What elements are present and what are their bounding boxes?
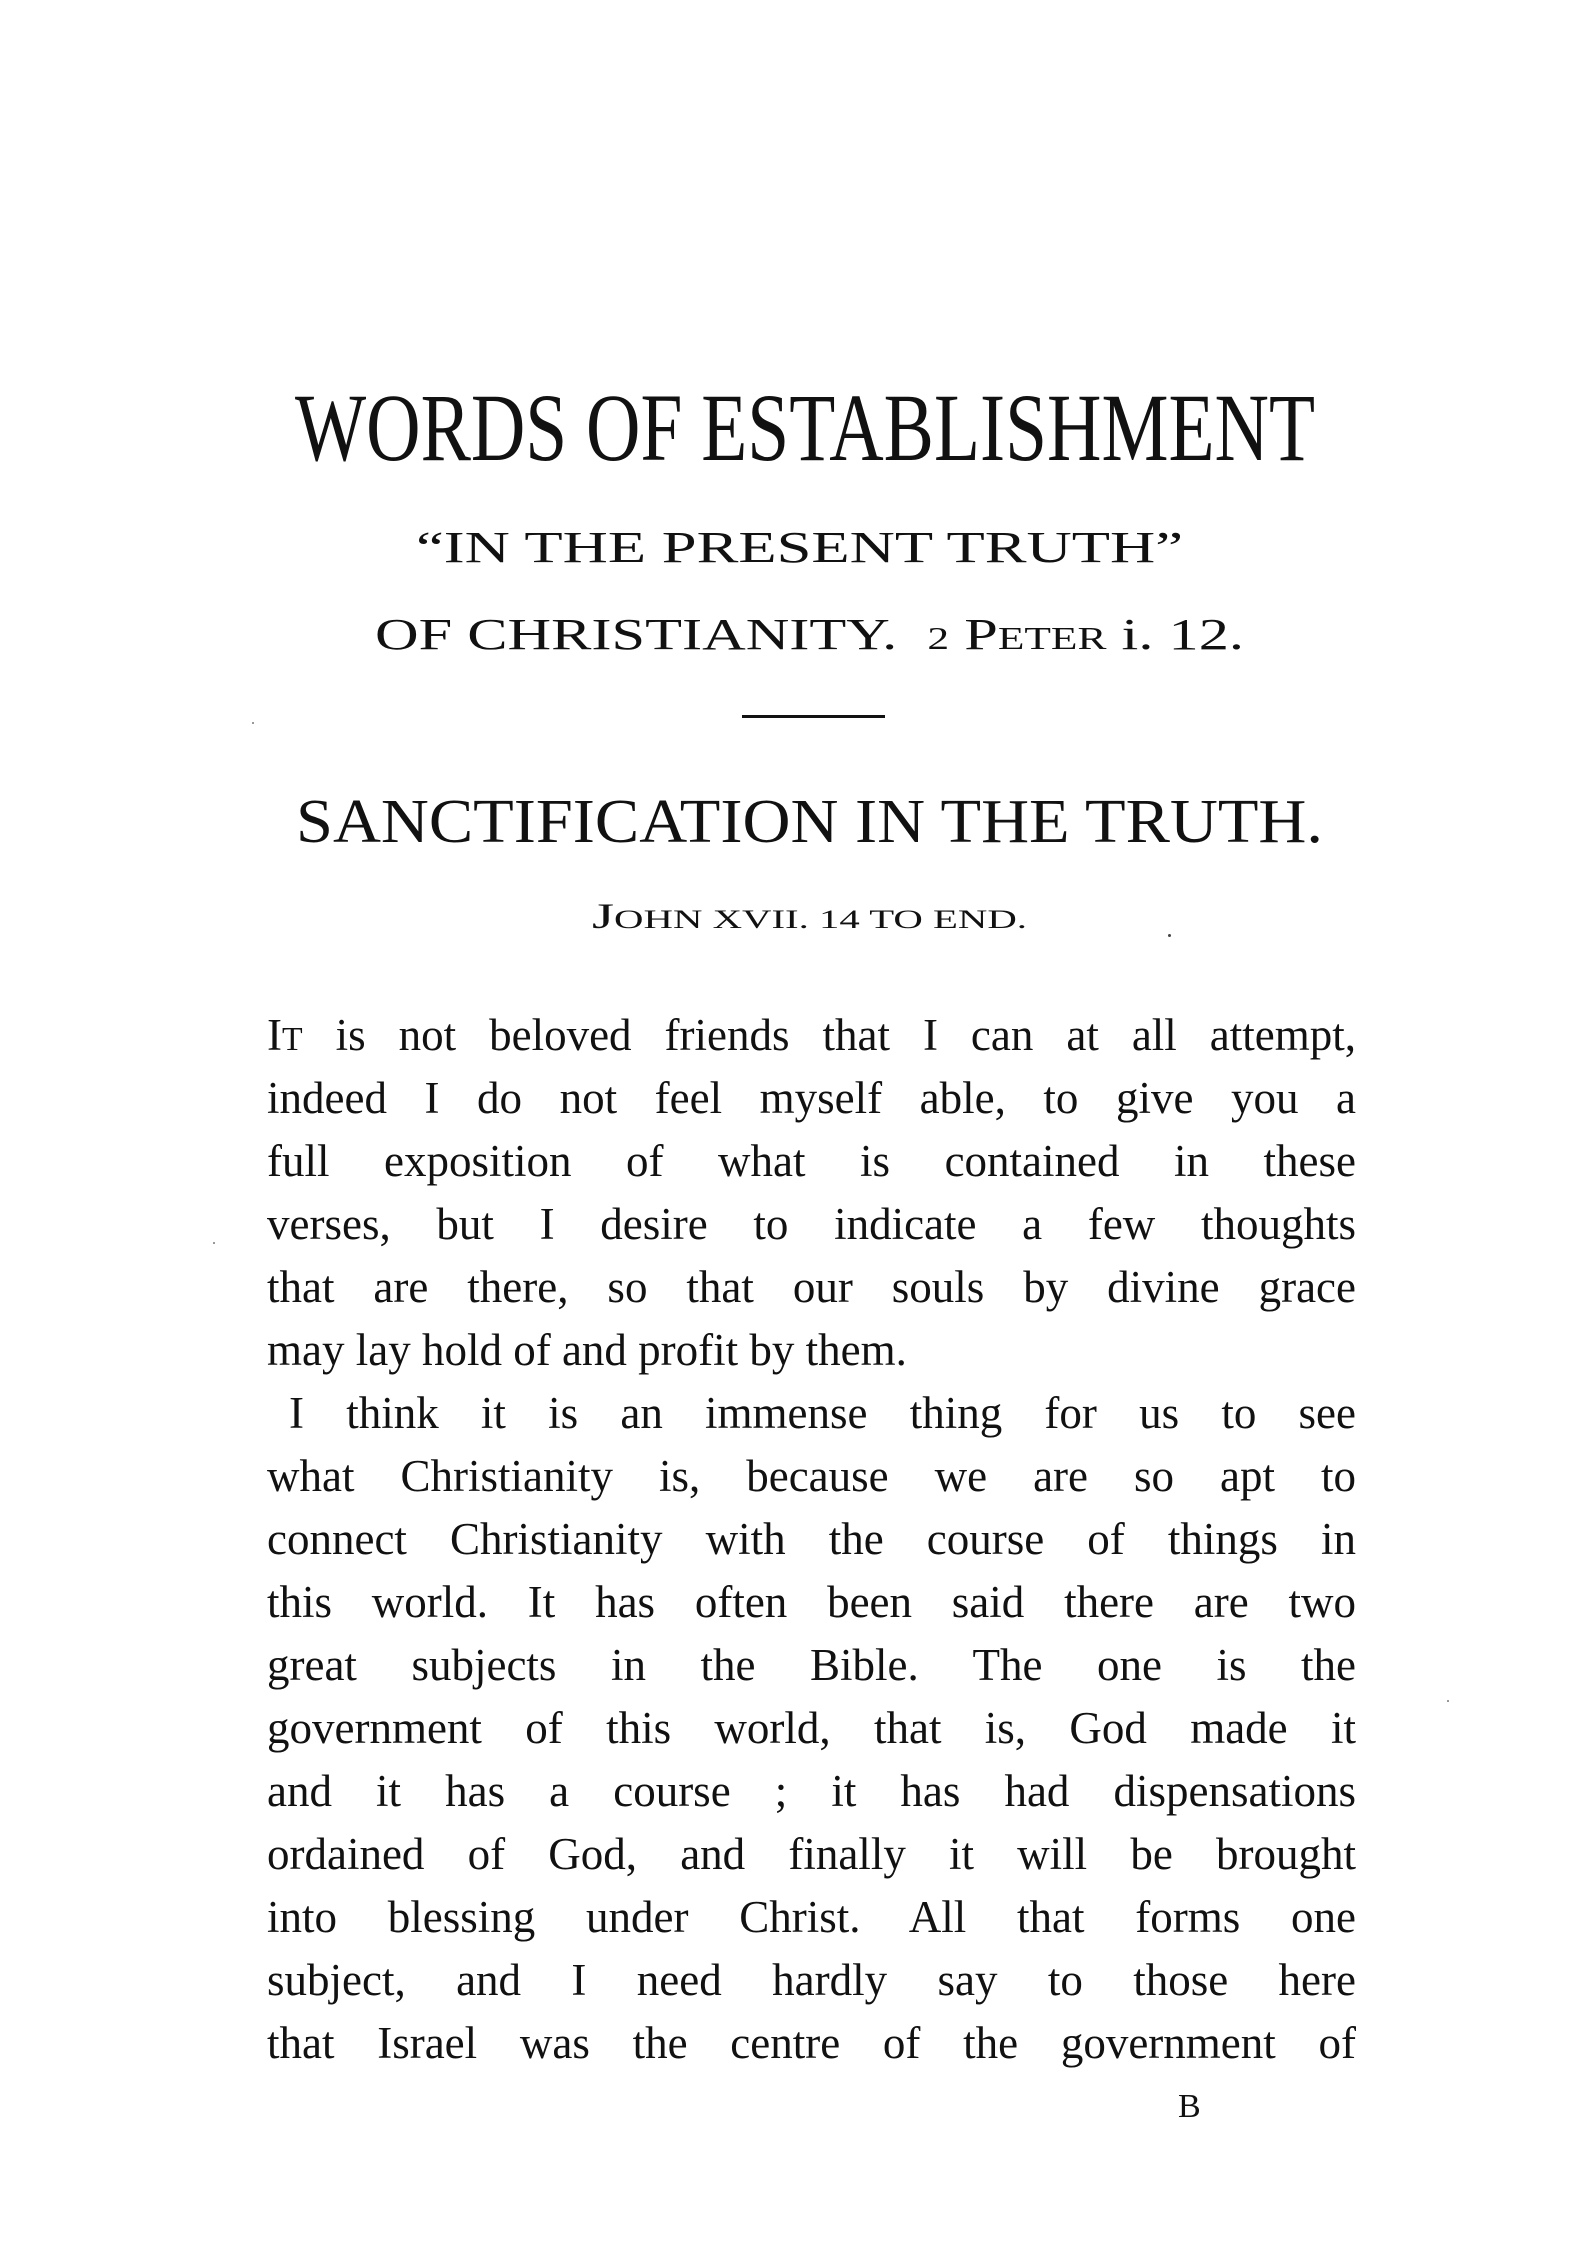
body-line: connect Christianity with the course of things in (267, 1514, 1356, 1564)
divider-rule (742, 715, 885, 718)
section-heading (296, 788, 1323, 856)
body-line: and it has a course ; it has had dispensations (267, 1766, 1356, 1816)
subtitle-main: OF CHRISTIANITY. (375, 610, 898, 659)
ref-book-initial: P (964, 610, 998, 659)
body-line: I think it is an immense thing for us to see (289, 1388, 1356, 1438)
body-line: full exposition of what is contained in these (267, 1136, 1356, 1186)
subtitle-line-1-text: “IN THE PRESENT TRUTH” (416, 523, 1183, 572)
body-line: verses, but I desire to indicate a few thoughts (267, 1199, 1356, 1249)
body-line: subject, and I need hardly say to those here (267, 1955, 1356, 2005)
ref-initial: J (592, 896, 615, 936)
body-line: great subjects in the Bible. The one is the (267, 1640, 1356, 1690)
drop-initial: I (267, 1010, 282, 1060)
ref-number: 2 (927, 621, 950, 656)
ref-book-rest: ETER (997, 621, 1107, 656)
subtitle-line-1 (416, 523, 1183, 572)
body-line: government of this world, that is, God made it (267, 1703, 1356, 1753)
body-line: may lay hold of and profit by them. (267, 1325, 907, 1375)
body-line: what Christianity is, because we are so apt to (267, 1451, 1356, 1501)
body-line: that Israel was the centre of the government of (267, 2018, 1356, 2068)
print-speck (1447, 1700, 1449, 1702)
book-title (295, 374, 1587, 481)
subtitle-scripture-ref (927, 610, 1244, 659)
subtitle-line-2-text (375, 610, 1244, 659)
print-speck (1168, 934, 1171, 937)
print-speck (252, 722, 254, 724)
body-line: this world. It has often been said there are two (267, 1577, 1356, 1627)
body-line: indeed I do not feel myself able, to give you a (267, 1073, 1356, 1123)
body-line: into blessing under Christ. All that forms one (267, 1892, 1356, 1942)
signature-mark: B (1178, 2088, 1201, 2125)
scripture-reference-text (592, 898, 1027, 934)
body-line (267, 1007, 1356, 1063)
ref-chapter-verse: i. 12. (1121, 610, 1244, 659)
scripture-reference (592, 896, 1027, 936)
print-speck (213, 1242, 215, 1244)
book-title-text: WORDS OF ESTABLISHMENT (295, 374, 1315, 481)
line-rest: is not beloved friends that I can at all attempt, (302, 1010, 1356, 1060)
section-heading-text: SANCTIFICATION IN THE TRUTH. (296, 788, 1323, 856)
ref-rest: OHN XVII. 14 TO END. (614, 905, 1027, 934)
body-line: that are there, so that our souls by divine grace (267, 1262, 1356, 1312)
body-line: ordained of God, and finally it will be brought (267, 1829, 1356, 1879)
subtitle-line-2 (375, 610, 1244, 659)
small-cap: T (282, 1021, 303, 1058)
